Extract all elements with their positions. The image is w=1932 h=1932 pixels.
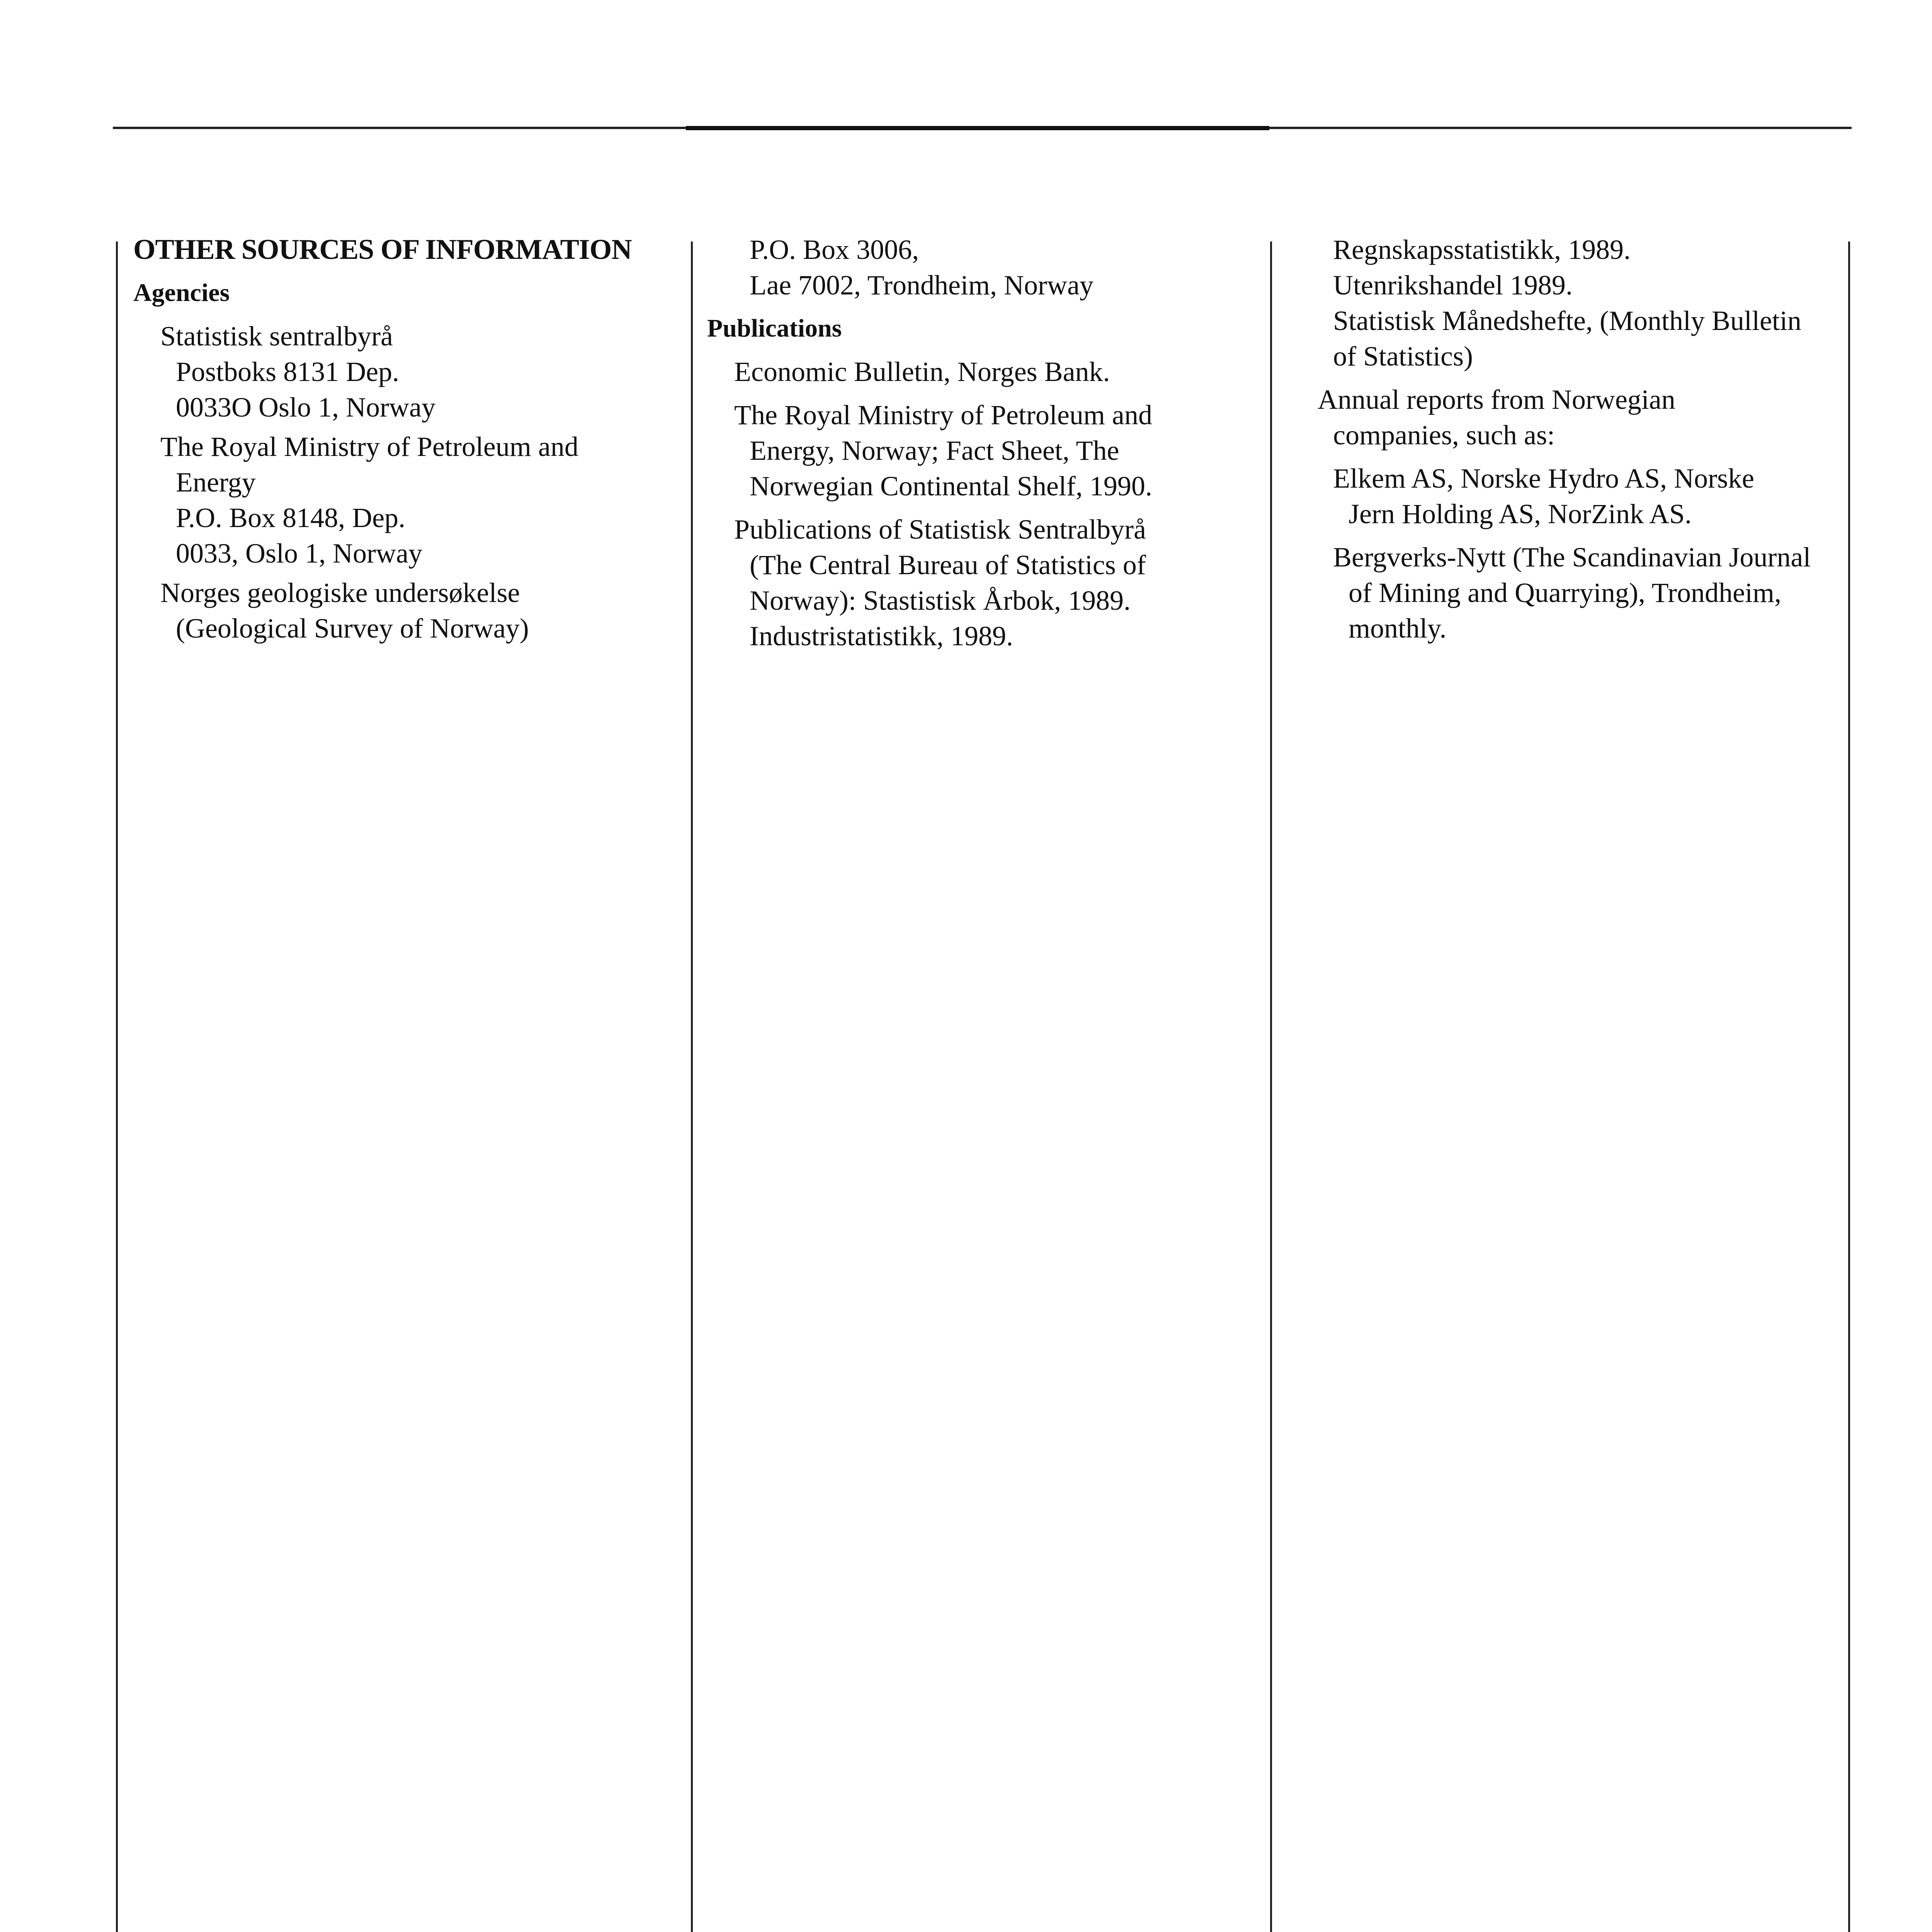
agency-line: Statistisk sentralbyrå [160, 321, 393, 352]
publication-line: Jern Holding AS, NorZink AS. [1349, 498, 1692, 529]
publication-line: of Mining and Quarrying), Trondheim, [1349, 577, 1781, 608]
publication-line: Bergverks-Nytt (The Scandinavian Journal [1333, 542, 1811, 573]
agency-line: (Geological Survey of Norway) [176, 613, 529, 644]
column-2 [707, 232, 1267, 654]
agency-entry [133, 318, 678, 425]
publication-line: Elkem AS, Norske Hydro AS, Norske [1333, 463, 1754, 494]
column-3 [1318, 232, 1855, 646]
agency-line: 0033O Oslo 1, Norway [176, 392, 435, 423]
publication-entry [1318, 461, 1855, 532]
publication-line: The Royal Ministry of Petroleum and [734, 400, 1152, 430]
publication-line: Industristatistikk, 1989. [750, 621, 1013, 651]
agency-line: P.O. Box 3006, [750, 234, 919, 265]
publications-heading: Publications [707, 314, 842, 342]
column-rule-left [116, 242, 118, 1932]
agency-entry [133, 575, 678, 646]
agency-line: The Royal Ministry of Petroleum and [160, 431, 578, 462]
publication-entry [707, 512, 1267, 654]
column-rule-1 [691, 242, 693, 1932]
publication-line: Regnskapsstatistikk, 1989. [1333, 234, 1631, 265]
agency-line: P.O. Box 8148, Dep. [176, 502, 406, 533]
publication-line: of Statistics) [1333, 341, 1473, 372]
publication-line: Statistisk Månedshefte, (Monthly Bulletin [1333, 305, 1801, 336]
agency-line: Lae 7002, Trondheim, Norway [750, 270, 1094, 301]
publication-line: Norwegian Continental Shelf, 1990. [750, 471, 1152, 502]
publication-entry [707, 397, 1267, 504]
publication-line: monthly. [1349, 613, 1447, 644]
agency-entry-continued [707, 232, 1267, 303]
column-rule-2 [1270, 242, 1272, 1932]
agency-line: Norges geologiske undersøkelse [160, 577, 520, 608]
publication-line: Norway): Stastistisk Årbok, 1989. [750, 585, 1131, 616]
publication-entry [1318, 539, 1855, 646]
publication-entry-continued [1318, 232, 1855, 374]
agency-line: Postboks 8131 Dep. [176, 356, 400, 387]
agency-line: 0033, Oslo 1, Norway [176, 538, 422, 569]
publication-line: companies, such as: [1333, 420, 1555, 451]
publication-line: Economic Bulletin, Norges Bank. [734, 356, 1110, 387]
section-title: OTHER SOURCES OF INFORMATION [133, 234, 632, 265]
top-rule-accent [686, 126, 1269, 130]
publication-line: Energy, Norway; Fact Sheet, The [750, 435, 1119, 466]
publication-line: (The Central Bureau of Statistics of [750, 549, 1146, 580]
column-1 [133, 232, 678, 646]
publication-line: Annual reports from Norwegian [1318, 384, 1675, 415]
publication-line: Publications of Statistisk Sentralbyrå [734, 514, 1146, 545]
agencies-heading: Agencies [133, 279, 230, 307]
agency-entry [133, 429, 678, 571]
publication-entry [1318, 382, 1855, 453]
publication-line: Utenrikshandel 1989. [1333, 270, 1573, 301]
publication-entry [707, 354, 1267, 389]
agency-line: Energy [176, 467, 256, 498]
